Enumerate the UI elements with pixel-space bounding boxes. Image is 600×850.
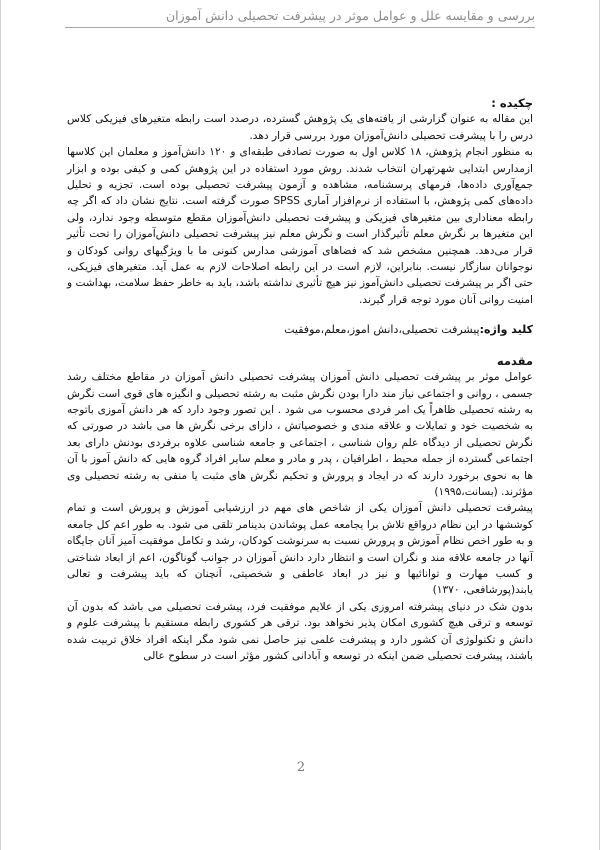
abstract-paragraph: به منظور انجام پژوهش، ۱۸ کلاس اول به صورت تصادفی طبقه‌ای و ۱۲۰ دانش‌آموز و معلمان این کلاسها ازمدارس ابتدایی شهرتهران انتخاب شدند. روش مورد استفاده در این پژوهش کمی و کیفی بوده و ابزار جمع‌آوری داده‌ها، فرمهای پرسشنامه، مشاهده و آزمون پیشرفت تحصیلی بوده است. تجزیه و تحلیل داده‌های کمی پژوهش، با استفاده از نرم‌افزار آماری SPSS صورت گرفته است. نتایج نشان داد که اگر چه رابطه معناداری بین متغیرهای فیزیکی و پیشرفت تحصیلی دانش‌آموزان مقطع متوسطه وجود ندارد، ولی این متغیرها بر نگرش معلم تأثیرگذار است و نگرش معلم نیز پیشرفت تحصیلی دانش‌آموزان را تحت تأثیر قرار می‌دهد. همچنین مشخص شد که فضاهای آموزشی مدارس کنونی ما با ویژگیهای روانی کودکان و نوجوانان سازگار نیست. بنابراین، لازم است در این رابطه اصلاحات لازم به عمل آید. متغیرهای فیزیکی، حتی اگر بر پیشرفت تحصیلی دانش‌آموز نیز هیچ تأثیری نداشته باشد، باید به خاطر حفظ سلامت، بهداشت و امنیت روانی آنان مورد توجه قرار گیرند. [67, 146, 533, 306]
abstract-paragraph: این مقاله به عنوان گزارشی از یافته‌های یک پژوهش گسترده، درصدد است رابطه متغیرهای فیزیکی کلاس درس را با پیشرفت تحصیلی دانش‌آموزان مورد بررسی قرار دهد. [67, 113, 533, 142]
keywords-line [67, 322, 533, 338]
introduction-paragraph: عوامل موثر بر پیشرفت تحصیلی دانش آموزان پیشرفت تحصیلی دانش آموزان در مقاطع مختلف رشد جسمی ، روانی و اجتماعی نیاز مند دارا بودن نگرش مثبت به رشته تحصیلی و انگیزه های قوی است نگرش به رشته تحصیلی ظاهراً یک امر فردی محسوب می شود . این تصور وجود دارد که هر دانش آموزی باتوجه به شخصیت خود و تمایلات و علاقه مندی و خصوصیاتش ، دارای برخی نگرش ها می باشد در صورتی که نگرش تحصیلی از دیدگاه علم روان شناسی ، اجتماعی و جامعه شناسی علاوه برفردی بودنش دارای بعد اجتماعی گسترده از جمله محیط ، اطرافیان ، پدر و مادر و معلم سایر افراد گروه هایی که دانش آموز با آن ها به نحوی برخورد دارند که در ایجاد و پرورش و تحکیم نگرش های مثبت یا منفی به رشته تحصیلی وی مؤثرند. (بسانت،۱۹۹۵) [67, 371, 533, 498]
page-number: 2 [296, 760, 306, 775]
introduction-paragraph: بدون شک در دنیای پیشرفته امروزی یکی از علایم موفقیت فرد، پیشرفت تحصیلی می باشد که بدون آن توسعه و ترقی هیچ کشوری امکان پذیر نخواهد بود. ترقی هر کشوری رابطه مستقیم با پیشرفت علوم و دانش و تکنولوژی آن کشور دارد و پیشرفت علمی نیز حاصل نمی شود مگر اینکه افراد خلاق تربیت شده باشند، پیشرفت تحصیلی ضمن اینکه در توسعه و آبادانی کشور مؤثر است در سطوح عالی [67, 600, 533, 662]
introduction-heading: مقدمه [496, 353, 533, 368]
keywords-label: کلید واژه: [479, 323, 533, 337]
abstract-heading: چکیده : [491, 96, 533, 110]
page-body [67, 95, 533, 664]
running-header: بررسی و مقایسه علل و عوامل موثر در پیشرفت تحصیلی دانش آموزان [65, 8, 535, 28]
keywords-text: پیشرفت تحصیلی،دانش اموز،معلم،موفقیت [284, 323, 480, 337]
introduction-paragraph: پیشرفت تحصیلی دانش آموزان یکی از شاخص های مهم در ارزشیابی آموزش و پرورش است و تمام کوششها در این نظام درواقع تلاش برا یجامعه عمل پوشاندن بدینامر تلقی می شود. به طور اعم کل جامعه و به طور اخص نظام آموزش و پرورش نسبت به سرنوشت کودکان، رشد و تکامل موفقیت آمیز آنان جایگاه آنها در جامعه علاقه مند و نگران است و انتظار دارد دانش آموزان در جوانب گوناگون، اعم از ابعاد شناختی و کسب مهارت و توانائیها و نیز در ابعاد عاطفی و شخصیتی، آنچنان که باید پیشرفت و تعالی یابند(پورشافعی، ۱۳۷۰) [67, 502, 533, 597]
